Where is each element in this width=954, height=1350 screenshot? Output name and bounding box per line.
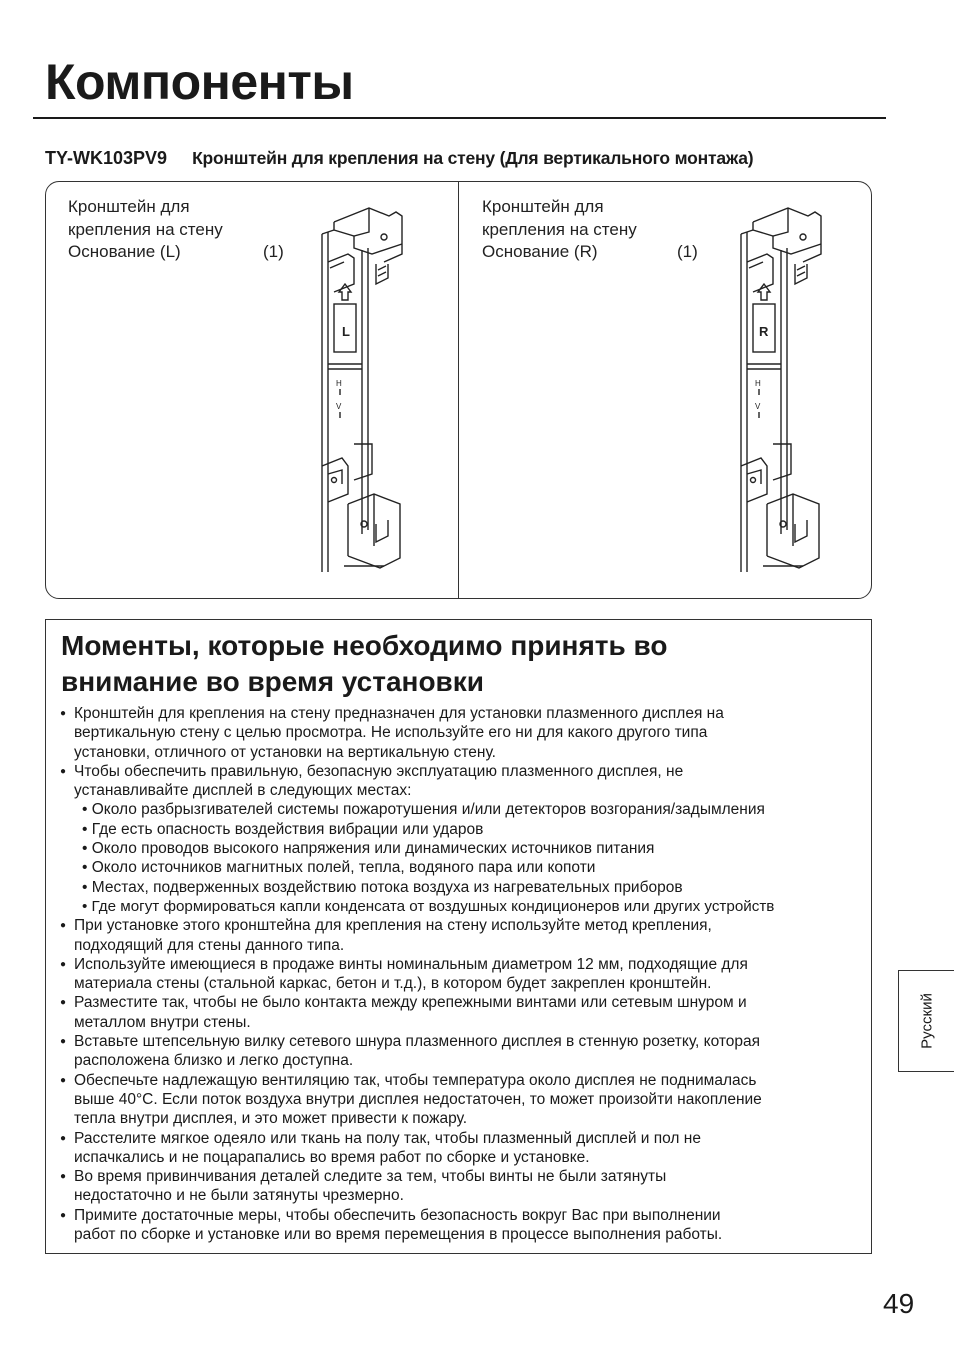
part-name-line: Основание (L) bbox=[68, 242, 181, 261]
list-item-continuation: тепла внутри дисплея, и это может привести к пожару. bbox=[74, 1110, 468, 1128]
list-item-continuation: устанавливайте дисплей в следующих местах: bbox=[74, 782, 412, 800]
part-name-line: крепления на стену bbox=[482, 219, 637, 239]
plate-letter: L bbox=[342, 324, 350, 339]
list-item: ● Расстелите мягкое одеяло или ткань на полу так, чтобы плазменный дисплей и пол не bbox=[60, 1129, 860, 1148]
language-label: Русский bbox=[918, 993, 935, 1049]
list-item-continuation: работ по сборке и установке или во время перемещения в процессе выполнения работы. bbox=[74, 1226, 723, 1244]
sub-list-item: • Где есть опасность воздействия вибрации или ударов bbox=[82, 820, 484, 838]
panel-divider bbox=[458, 182, 459, 598]
part-name-line: Основание (R) bbox=[482, 242, 598, 261]
part-name-line: Кронштейн для bbox=[482, 197, 604, 216]
list-item-continuation: испачкались и не поцарапались во время работ по сборке и установке. bbox=[74, 1148, 590, 1166]
wall-bracket-base-right-icon bbox=[733, 204, 833, 582]
part-name-line: крепления на стену bbox=[68, 219, 223, 239]
list-item-continuation: материала стены (стальной каркас, бетон и т.д.), в котором будет закреплен кронштейн. bbox=[74, 975, 712, 993]
title-divider bbox=[33, 117, 886, 119]
sub-list-item: • Где могут формироваться капли конденсата от воздушных кондиционеров или других устройств bbox=[82, 897, 775, 915]
list-item: ● При установке этого кронштейна для крепления на стену используйте метод крепления, bbox=[60, 916, 860, 935]
orientation-mark: V bbox=[336, 402, 342, 411]
list-item-continuation: недостаточно и не были затянуты чрезмерно. bbox=[74, 1187, 404, 1205]
sub-list-item: • Около разбрызгивателей системы пожаротушения и/или детекторов возгорания/задымления bbox=[82, 801, 765, 819]
part-quantity: (1) bbox=[677, 242, 698, 261]
plate-letter: R bbox=[759, 324, 769, 339]
sub-list-item: • Около проводов высокого напряжения или динамических источников питания bbox=[82, 840, 655, 858]
list-item-continuation: подходящий для стены данного типа. bbox=[74, 936, 345, 954]
part-label-left bbox=[68, 196, 284, 264]
page-title: Компоненты bbox=[45, 54, 354, 110]
language-tab bbox=[898, 970, 954, 1072]
wall-bracket-base-left-icon bbox=[314, 204, 414, 582]
list-item-continuation: установки, отличного от установки на вертикальную стену. bbox=[74, 743, 496, 761]
notes-heading-line: внимание во время установки bbox=[61, 666, 484, 697]
product-heading bbox=[45, 148, 753, 169]
part-quantity: (1) bbox=[263, 242, 284, 261]
part-label-right bbox=[482, 196, 698, 264]
list-item-continuation: выше 40°C. Если поток воздуха внутри дисплея недостаточен, то может произойти накопление bbox=[74, 1090, 762, 1108]
list-item: ● Используйте имеющиеся в продаже винты номинальным диаметром 12 мм, подходящие для bbox=[60, 955, 860, 974]
list-item: ● Примите достаточные меры, чтобы обеспечить безопасность вокруг Вас при выполнении bbox=[60, 1206, 860, 1225]
list-item-continuation: металлом внутри стены. bbox=[74, 1013, 251, 1031]
part-name-line: Кронштейн для bbox=[68, 197, 190, 216]
list-item: ● Чтобы обеспечить правильную, безопасную эксплуатацию плазменного дисплея, не bbox=[60, 762, 860, 781]
list-item: ● Вставьте штепсельную вилку сетевого шнура плазменного дисплея в стенную розетку, которая bbox=[60, 1032, 860, 1051]
sub-list-item: • Местах, подверженных воздействию потока воздуха из нагревательных приборов bbox=[82, 878, 683, 896]
notes-heading-line: Моменты, которые необходимо принять во bbox=[61, 630, 668, 661]
model-number: TY-WK103PV9 bbox=[45, 148, 168, 168]
notes-list bbox=[60, 704, 860, 1244]
page-number: 49 bbox=[883, 1288, 915, 1319]
list-item: ● Обеспечьте надлежащую вентиляцию так, чтобы температура около дисплея не поднималась bbox=[60, 1071, 860, 1090]
orientation-mark: H bbox=[755, 379, 761, 388]
orientation-mark: H bbox=[336, 379, 342, 388]
list-item: ● Кронштейн для крепления на стену предназначен для установки плазменного дисплея на bbox=[60, 704, 860, 723]
components-panel bbox=[45, 181, 872, 599]
product-description: Кронштейн для крепления на стену (Для вертикального монтажа) bbox=[192, 148, 754, 168]
installation-notes-panel bbox=[45, 619, 872, 1254]
list-item: ● Во время привинчивания деталей следите за тем, чтобы винты не были затянуты bbox=[60, 1167, 860, 1186]
orientation-mark: V bbox=[755, 402, 761, 411]
notes-heading bbox=[61, 628, 667, 700]
list-item: ● Разместите так, чтобы не было контакта между крепежными винтами или сетевым шнуром и bbox=[60, 993, 860, 1012]
list-item-continuation: вертикальную стену с целью просмотра. Не используйте его ни для какого другого типа bbox=[74, 724, 708, 742]
sub-list-item: • Около источников магнитных полей, тепла, водяного пара или копоти bbox=[82, 859, 596, 877]
list-item-continuation: расположена близко и легко доступна. bbox=[74, 1052, 354, 1070]
